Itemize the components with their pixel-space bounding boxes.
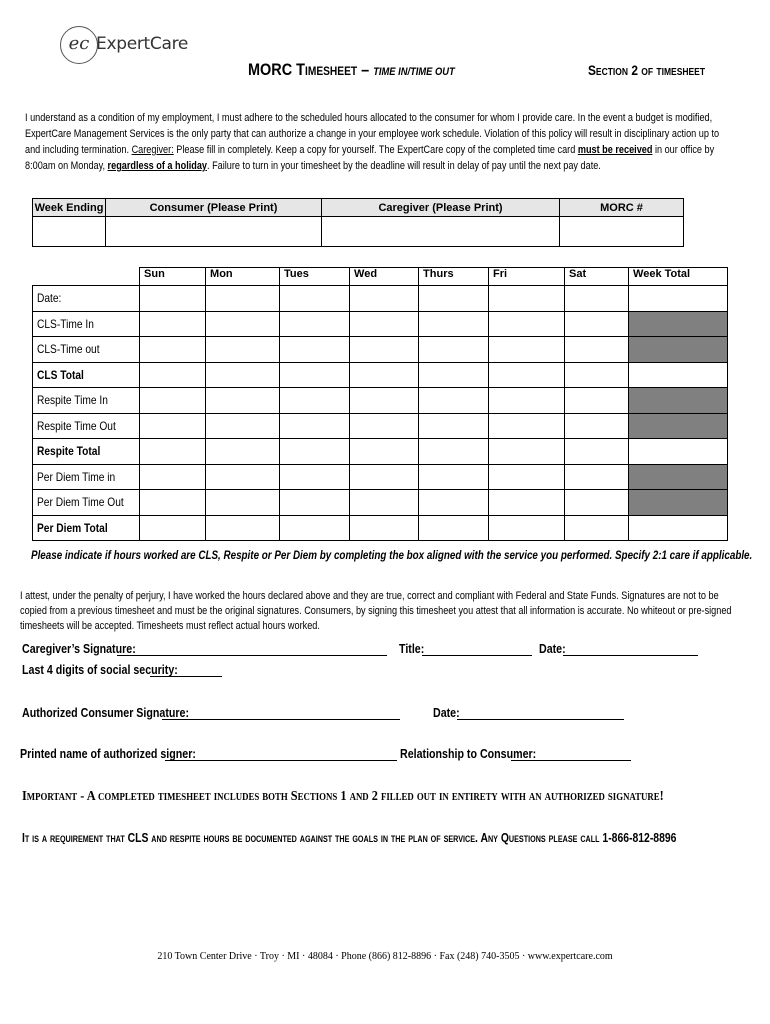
row-label	[33, 439, 140, 465]
title-line[interactable]	[422, 655, 532, 656]
time-cell[interactable]	[140, 464, 206, 490]
time-cell[interactable]	[206, 388, 280, 414]
time-cell[interactable]	[280, 413, 350, 439]
printed-name-line[interactable]	[165, 760, 397, 761]
time-cell[interactable]	[350, 388, 419, 414]
time-cell[interactable]	[280, 362, 350, 388]
intro-text-2: Please fill in completely. Keep a copy for yourself. The ExpertCare copy of the completed time card	[173, 144, 578, 156]
title-sub: TIME IN/TIME OUT	[373, 66, 455, 78]
date-line-2[interactable]	[457, 719, 624, 720]
row-label	[33, 464, 140, 490]
time-cell[interactable]	[350, 362, 419, 388]
section-label: Section 2 of timesheet	[588, 62, 706, 78]
ssn-line[interactable]	[150, 676, 222, 677]
time-row	[33, 439, 728, 465]
time-cell[interactable]	[206, 439, 280, 465]
intro-text-1: I understand as a condition of my employment, I must adhere to the scheduled hours allocated to the consumer for whom I provide care. In the event a budget is modified, ExpertCare Management Services is the only party that can authorize a change in your employee work schedule. Violation of this policy will result in disciplinary action up to and including termination.	[25, 112, 720, 156]
caregiver-signature-line[interactable]	[117, 655, 387, 656]
attestation-paragraph: I attest, under the penalty of perjury, I have worked the hours declared above and they are true, correct and compliant with Federal and State Funds. Signatures are not to be copied from a previous timesheet and must be the original signatures. Consumers, by signing this timesheet you attest that all information is accurate. No whiteout or pre-signed timesheets will be accepted. Timesheets must reflect actual hours worked.	[20, 590, 732, 632]
intro-text-4: . Failure to turn in your timesheet by the deadline will result in delay of pay until the next pay date.	[207, 160, 601, 172]
day-header: Thurs	[419, 268, 489, 286]
time-cell[interactable]	[489, 362, 565, 388]
time-cell[interactable]	[489, 413, 565, 439]
time-cell[interactable]	[140, 311, 206, 337]
row-label-text: Date:	[37, 291, 62, 306]
time-row	[33, 490, 728, 516]
caregiver-label: Caregiver:	[131, 144, 174, 156]
time-cell[interactable]	[280, 388, 350, 414]
time-cell[interactable]	[489, 337, 565, 363]
logo-mark: ec	[60, 26, 98, 64]
time-cell[interactable]	[206, 311, 280, 337]
row-label-text: CLS Total	[37, 367, 84, 382]
time-row	[33, 362, 728, 388]
week-total-cell	[629, 337, 728, 363]
expertcare-logo	[60, 26, 189, 66]
time-cell[interactable]	[350, 311, 419, 337]
time-row	[33, 464, 728, 490]
printed-name-label: Printed name of authorized signer:	[20, 746, 196, 761]
time-cell[interactable]	[419, 464, 489, 490]
caregiver-header: Caregiver (Please Print)	[322, 199, 560, 217]
time-cell[interactable]	[565, 311, 629, 337]
date-line[interactable]	[563, 655, 698, 656]
time-cell[interactable]	[350, 337, 419, 363]
week-total-cell	[629, 464, 728, 490]
row-label	[33, 337, 140, 363]
row-label-text: Per Diem Time in	[37, 469, 116, 484]
consumer-header: Consumer (Please Print)	[106, 199, 322, 217]
time-cell[interactable]	[280, 439, 350, 465]
time-cell[interactable]	[489, 311, 565, 337]
week-total-cell[interactable]	[629, 439, 728, 465]
time-row	[33, 413, 728, 439]
title-main: MORC Timesheet –	[248, 60, 374, 79]
info-input-row	[33, 217, 684, 247]
week-ending-header: Week Ending	[33, 199, 106, 217]
row-label	[33, 388, 140, 414]
time-cell[interactable]	[206, 413, 280, 439]
time-cell[interactable]	[489, 490, 565, 516]
time-cell[interactable]	[350, 464, 419, 490]
week-total-cell[interactable]	[629, 515, 728, 541]
service-note: Please indicate if hours worked are CLS, Respite or Per Diem by completing the box aligned with the service you performed. Specify 2:1 care if applicable.	[31, 548, 753, 562]
row-label-text: Respite Time In	[37, 393, 108, 408]
must-be-received: must be received	[577, 144, 653, 156]
time-cell[interactable]	[489, 515, 565, 541]
consumer-field[interactable]	[106, 217, 322, 247]
time-row	[33, 515, 728, 541]
week-total-cell	[629, 413, 728, 439]
date-label-2: Date:	[433, 705, 460, 720]
days-header-row	[33, 268, 728, 286]
row-label-text: Per Diem Time Out	[37, 495, 124, 510]
logo-name: ExpertCare	[96, 34, 189, 54]
footer-address: 210 Town Center Drive · Troy · MI · 48084 · Phone (866) 812-8896 · Fax (248) 740-3505 · www.expertcare.com	[157, 951, 613, 962]
regardless-holiday: regardless of a holiday	[107, 160, 208, 172]
time-cell[interactable]	[565, 439, 629, 465]
time-cell[interactable]	[419, 286, 489, 312]
time-cell[interactable]	[140, 286, 206, 312]
title-label: Title:	[399, 641, 425, 656]
week-total-header: Week Total	[629, 268, 728, 286]
time-cell[interactable]	[280, 515, 350, 541]
row-label-text: Respite Total	[37, 444, 101, 459]
time-cell[interactable]	[206, 464, 280, 490]
intro-paragraph	[25, 110, 722, 174]
time-cell[interactable]	[419, 337, 489, 363]
time-cell[interactable]	[140, 388, 206, 414]
time-row	[33, 286, 728, 312]
time-cell[interactable]	[350, 515, 419, 541]
caregiver-signature-label: Caregiver’s Signature:	[22, 641, 136, 656]
time-cell[interactable]	[350, 490, 419, 516]
time-cell[interactable]	[140, 362, 206, 388]
week-total-cell	[629, 311, 728, 337]
morc-header: MORC #	[560, 199, 684, 217]
time-row	[33, 337, 728, 363]
day-header: Mon	[206, 268, 280, 286]
time-cell[interactable]	[419, 413, 489, 439]
time-table	[32, 267, 728, 541]
time-cell[interactable]	[489, 388, 565, 414]
relationship-line[interactable]	[511, 760, 631, 761]
time-cell[interactable]	[419, 388, 489, 414]
time-cell[interactable]	[280, 311, 350, 337]
time-cell[interactable]	[489, 439, 565, 465]
time-cell[interactable]	[280, 464, 350, 490]
time-cell[interactable]	[206, 337, 280, 363]
row-label-text: CLS-Time out	[37, 342, 100, 357]
info-table	[32, 198, 684, 247]
time-cell[interactable]	[350, 439, 419, 465]
requirement-notice: It is a requirement that CLS and respite hours be documented against the goals in the plan of service. Any Questions please call 1-866-812-8896	[22, 830, 677, 845]
time-cell[interactable]	[565, 464, 629, 490]
date-label: Date:	[539, 641, 566, 656]
week-total-cell[interactable]	[629, 362, 728, 388]
row-label	[33, 515, 140, 541]
time-cell[interactable]	[565, 413, 629, 439]
time-row	[33, 388, 728, 414]
relationship-label: Relationship to Consumer:	[400, 746, 537, 761]
time-cell[interactable]	[140, 490, 206, 516]
row-label-text: Per Diem Total	[37, 520, 108, 535]
week-total-cell	[629, 388, 728, 414]
time-cell[interactable]	[565, 490, 629, 516]
row-label	[33, 490, 140, 516]
time-cell[interactable]	[350, 286, 419, 312]
row-label-text: Respite Time Out	[37, 418, 116, 433]
row-label	[33, 311, 140, 337]
row-label	[33, 286, 140, 312]
week-ending-field[interactable]	[33, 217, 106, 247]
time-cell[interactable]	[206, 362, 280, 388]
time-cell[interactable]	[280, 286, 350, 312]
row-label	[33, 413, 140, 439]
time-cell[interactable]	[419, 439, 489, 465]
time-cell[interactable]	[140, 337, 206, 363]
important-notice: Important - A completed timesheet includes both Sections 1 and 2 filled out in entirety with an authorized signature!	[22, 789, 664, 804]
consumer-signature-line[interactable]	[162, 719, 400, 720]
time-cell[interactable]	[419, 311, 489, 337]
time-cell[interactable]	[419, 490, 489, 516]
day-header: Sun	[140, 268, 206, 286]
row-label-text: CLS-Time In	[37, 316, 94, 331]
time-cell[interactable]	[140, 413, 206, 439]
time-cell[interactable]	[280, 337, 350, 363]
time-cell[interactable]	[565, 362, 629, 388]
time-cell[interactable]	[565, 515, 629, 541]
week-total-cell[interactable]	[629, 286, 728, 312]
row-label	[33, 362, 140, 388]
time-cell[interactable]	[206, 490, 280, 516]
time-cell[interactable]	[565, 286, 629, 312]
time-cell[interactable]	[489, 464, 565, 490]
time-cell[interactable]	[565, 337, 629, 363]
day-header: Wed	[350, 268, 419, 286]
time-cell[interactable]	[206, 286, 280, 312]
time-row	[33, 311, 728, 337]
time-cell[interactable]	[419, 515, 489, 541]
intro-text-3: in our office by 8:00am on Monday,	[25, 144, 715, 172]
time-cell[interactable]	[565, 388, 629, 414]
info-header-row	[33, 199, 684, 217]
week-total-cell	[629, 490, 728, 516]
time-cell[interactable]	[489, 286, 565, 312]
time-cell[interactable]	[280, 490, 350, 516]
caregiver-field[interactable]	[322, 217, 560, 247]
page-title	[248, 60, 455, 80]
time-cell[interactable]	[419, 362, 489, 388]
morc-field[interactable]	[560, 217, 684, 247]
time-cell[interactable]	[350, 413, 419, 439]
ssn-label: Last 4 digits of social security:	[22, 662, 178, 677]
consumer-signature-label: Authorized Consumer Signature:	[22, 705, 190, 720]
time-cell[interactable]	[140, 439, 206, 465]
day-header: Tues	[280, 268, 350, 286]
day-header: Fri	[489, 268, 565, 286]
day-header: Sat	[565, 268, 629, 286]
time-cell[interactable]	[140, 515, 206, 541]
time-cell[interactable]	[206, 515, 280, 541]
